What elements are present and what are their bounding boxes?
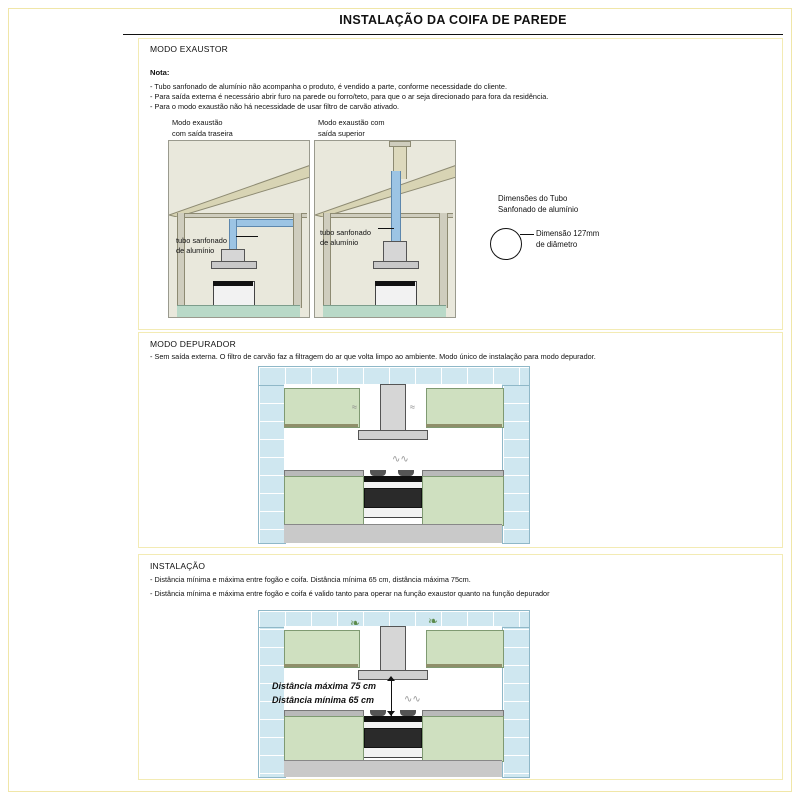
steam-icon-dep: ∿∿ bbox=[392, 454, 409, 465]
panel-2-leader-line bbox=[378, 228, 394, 229]
floor-2 bbox=[323, 305, 446, 318]
brick-wall-top-dep bbox=[258, 366, 530, 386]
duct-vertical-2 bbox=[391, 171, 401, 251]
cabinet-shelf-right-inst bbox=[426, 664, 502, 667]
pan-right-dep bbox=[398, 470, 414, 476]
panel-1-label-line1: Modo exaustão bbox=[172, 118, 223, 127]
pan-left-inst bbox=[370, 710, 386, 716]
instalacao-bullet-2: - Distância mínima e máxima entre fogão e coifa é valido tanto para operar na função exaustor quanto na função depurador bbox=[150, 589, 550, 598]
floor-1 bbox=[177, 305, 300, 318]
duct-horizontal-1 bbox=[229, 219, 293, 227]
dimension-title-line1: Dimensões do Tubo bbox=[498, 194, 568, 203]
oven-door-dep bbox=[364, 488, 422, 508]
exaustor-bullet-1: - Tubo sanfonado de alumínio não acompanha o produto, é vendido a parte, conforme necessidade do cliente. bbox=[150, 82, 507, 91]
upper-cabinet-right-dep[interactable] bbox=[426, 388, 504, 428]
floor-inst bbox=[284, 760, 502, 777]
floor-dep bbox=[284, 524, 502, 543]
ceiling-2 bbox=[323, 213, 453, 218]
right-wall-1 bbox=[293, 213, 302, 308]
air-flow-left-icon: ≈ bbox=[352, 402, 357, 412]
hood-chimney-inst bbox=[380, 626, 406, 674]
brick-wall-left-dep bbox=[258, 366, 286, 544]
steam-icon-inst: ∿∿ bbox=[404, 694, 421, 705]
stove-cooktop-inst bbox=[362, 716, 422, 722]
roof-shape-icon bbox=[314, 159, 456, 217]
oven-door-inst bbox=[364, 728, 422, 748]
pipe-cap-2 bbox=[389, 141, 411, 147]
depurador-bullet-1: - Sem saída externa. O filtro de carvão faz a filtragem do ar que volta limpo ao ambiente. Modo único de instalação para modo depurador. bbox=[150, 352, 596, 361]
brick-wall-right-inst bbox=[502, 610, 530, 778]
dimension-value-line1: Dimensão 127mm bbox=[536, 229, 600, 238]
exaustor-bullet-3: - Para o modo exaustão não há necessidade de usar filtro de carvão ativado. bbox=[150, 102, 400, 111]
upper-cabinet-right-inst[interactable] bbox=[426, 630, 504, 668]
duct-vertical-1 bbox=[229, 219, 237, 251]
tube-diameter-circle-icon bbox=[490, 228, 522, 260]
stove-cooktop-1 bbox=[213, 281, 253, 286]
pan-right-inst bbox=[400, 710, 416, 716]
brick-wall-right-dep bbox=[502, 366, 530, 544]
stove-cooktop-dep bbox=[362, 476, 422, 482]
panel-2-callout-line2: de alumínio bbox=[320, 238, 359, 247]
hood-chimney-dep bbox=[380, 384, 406, 434]
dimension-value-line2: de diâmetro bbox=[536, 240, 578, 249]
dimension-leader-line bbox=[520, 234, 534, 235]
panel-2-callout-line1: tubo sanfonado bbox=[320, 228, 371, 237]
roof-group-2 bbox=[314, 159, 456, 217]
section-heading-exaustor: MODO EXAUSTOR bbox=[150, 44, 229, 54]
right-wall-2 bbox=[439, 213, 448, 308]
upper-cabinet-left-inst[interactable] bbox=[284, 630, 360, 668]
plant-right-icon: ❧ bbox=[428, 614, 439, 628]
roof-group-1 bbox=[168, 159, 310, 217]
lower-cabinet-right-inst[interactable] bbox=[422, 716, 504, 762]
panel-1-callout-line1: tubo sanfonado bbox=[176, 236, 227, 245]
annotation-distancia-minima: Distância mínima 65 cm bbox=[272, 695, 375, 705]
distance-arrow-head-up bbox=[387, 676, 395, 681]
section-heading-depurador: MODO DEPURADOR bbox=[150, 339, 236, 349]
lower-cabinet-right-dep[interactable] bbox=[422, 476, 504, 526]
illustration-modo-depurador bbox=[258, 366, 528, 542]
nota-label: Nota: bbox=[150, 68, 170, 77]
panel-2-label-line1: Modo exaustão com bbox=[318, 118, 385, 127]
panel-1-callout-line2: de alumínio bbox=[176, 246, 215, 255]
cabinet-shelf-left-dep bbox=[284, 424, 358, 427]
illustration-exaustao-saida-traseira bbox=[168, 140, 310, 318]
section-heading-instalacao: INSTALAÇÃO bbox=[150, 561, 206, 571]
upper-cabinet-left-dep[interactable] bbox=[284, 388, 360, 428]
hood-canopy-2 bbox=[373, 261, 419, 269]
lower-cabinet-left-dep[interactable] bbox=[284, 476, 364, 526]
cabinet-shelf-right-dep bbox=[426, 424, 502, 427]
lower-cabinet-left-inst[interactable] bbox=[284, 716, 364, 762]
panel-1-label-line2: com saída traseira bbox=[172, 129, 233, 138]
ceiling-1 bbox=[177, 213, 307, 218]
hood-chimney-2 bbox=[383, 241, 407, 263]
stove-cooktop-2 bbox=[375, 281, 415, 286]
annotation-distancia-maxima: Distância máxima 75 cm bbox=[272, 681, 377, 691]
hood-canopy-1 bbox=[211, 261, 257, 269]
panel-1-leader-line bbox=[236, 236, 258, 237]
air-flow-right-icon: ≈ bbox=[410, 402, 415, 412]
pan-left-dep bbox=[370, 470, 386, 476]
dimension-title-line2: Sanfonado de alumínio bbox=[498, 205, 579, 214]
cabinet-shelf-left-inst bbox=[284, 664, 358, 667]
left-wall-1 bbox=[177, 213, 185, 308]
panel-2-label-line2: saída superior bbox=[318, 129, 365, 138]
page-title: INSTALAÇÃO DA COIFA DE PAREDE bbox=[123, 13, 783, 35]
plant-left-icon: ❧ bbox=[350, 616, 361, 630]
roof-shape-icon bbox=[168, 159, 310, 217]
instalacao-bullet-1: - Distância mínima e máxima entre fogão e coifa. Distância mínima 65 cm, distância máxima 75cm. bbox=[150, 575, 471, 584]
exaustor-bullet-2: - Para saída externa é necessário abrir furo na parede ou forro/teto, para que o ar seja direcionado para fora da residência. bbox=[150, 92, 549, 101]
hood-canopy-dep bbox=[358, 430, 428, 440]
